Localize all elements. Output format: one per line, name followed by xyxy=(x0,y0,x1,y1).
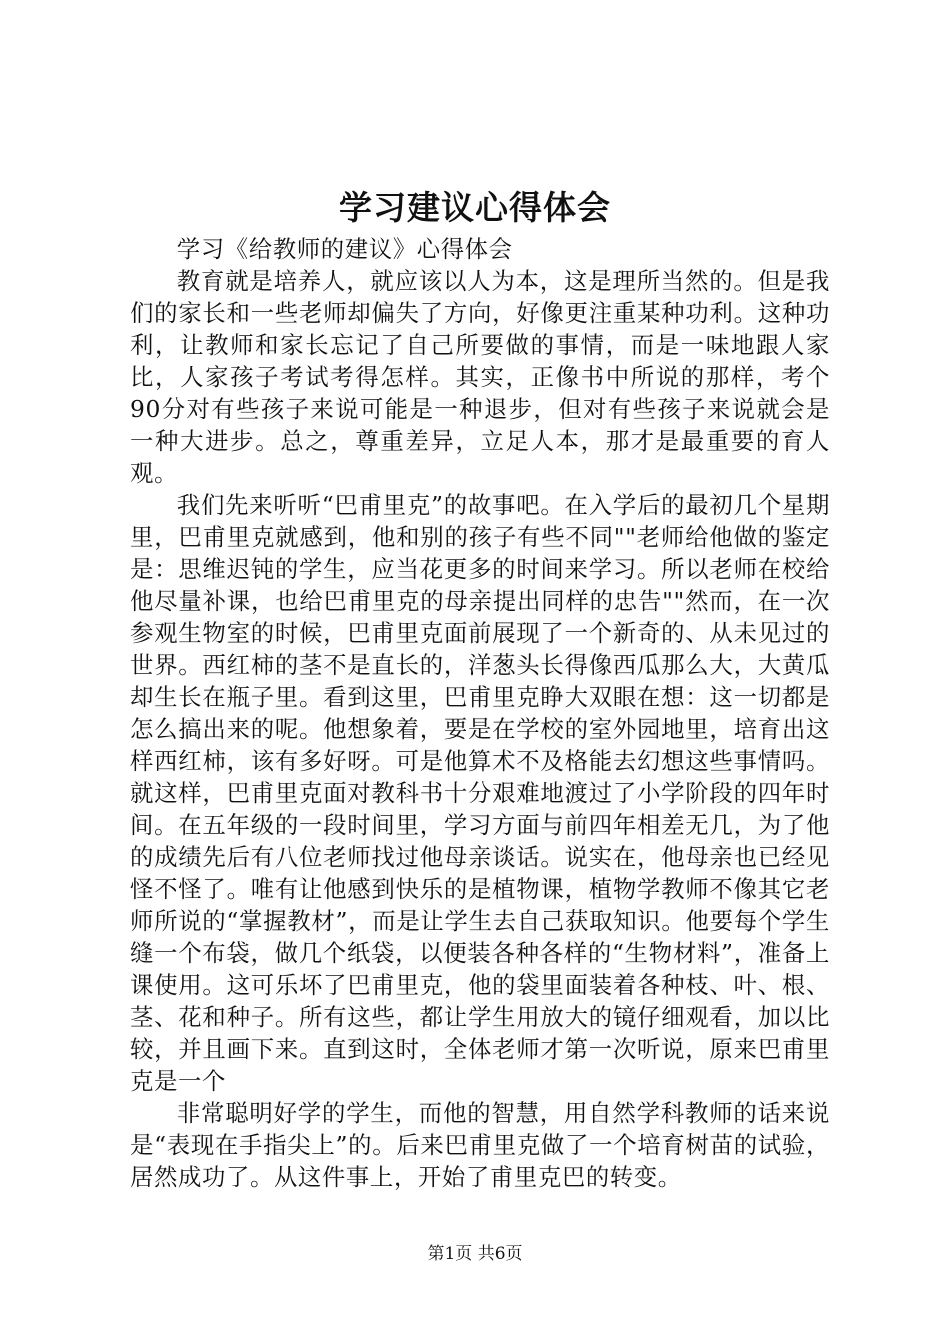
document-body xyxy=(130,233,830,1193)
paragraph-subtitle: 学习《给教师的建议》心得体会 xyxy=(176,235,513,263)
paragraph-2: 我们先来听听“巴甫里克”的故事吧。在入学后的最初几个星期里，巴甫里克就感到，他和别的孩子有些不同""老师给他做的鉴定是：思维迟钝的学生，应当花更多的时间来学习。所以老师在校给他尽量补课，也给巴甫里克的母亲提出同样的忠告""然而，在一次参观生物室的时候，巴甫里克面前展现了一个新奇的、从未见过的世界。西红柿的茎不是直长的，洋葱头长得像西瓜那么大，大黄瓜却生长在瓶子里。看到这里，巴甫里克睁大双眼在想：这一切都是怎么搞出来的呢。他想象着，要是在学校的室外园地里，培育出这样西红柿，该有多好呀。可是他算术不及格能去幻想这些事情吗。就这样，巴甫里克面对教科书十分艰难地渡过了小学阶段的四年时间。在五年级的一段时间里，学习方面与前四年相差无几，为了他的成绩先后有八位老师找过他母亲谈话。说实在，他母亲也已经见怪不怪了。唯有让他感到快乐的是植物课，植物学教师不像其它老师所说的“掌握教材”，而是让学生去自己获取知识。他要每个学生缝一个布袋，做几个纸袋，以便装各种各样的“生物材料”，准备上课使用。这可乐坏了巴甫里克，他的袋里面装着各种枝、叶、根、茎、花和种子。所有这些，都让学生用放大的镜仔细观看，加以比较，并且画下来。直到这时，全体老师才第一次听说，原来巴甫里克是一个 xyxy=(130,491,830,1095)
paragraph-3: 非常聪明好学的学生，而他的智慧，用自然学科教师的话来说是“表现在手指尖上”的。后来巴甫里克做了一个培育树苗的试验，居然成功了。从这件事上，开始了甫里克巴的转变。 xyxy=(130,1099,830,1191)
document-title: 学习建议心得体会 xyxy=(339,188,611,227)
page-footer: 第1页 共6页 xyxy=(427,1244,523,1264)
paragraph-1: 教育就是培养人，就应该以人为本，这是理所当然的。但是我们的家长和一些老师却偏失了方向，好像更注重某种功利。这种功利，让教师和家长忘记了自己所要做的事情，而是一味地跟人家比，人家孩子考试考得怎样。其实，正像书中所说的那样，考个90分对有些孩子来说可能是一种退步，但对有些孩子来说就会是一种大进步。总之，尊重差异，立足人本，那才是最重要的育人观。 xyxy=(130,267,830,487)
